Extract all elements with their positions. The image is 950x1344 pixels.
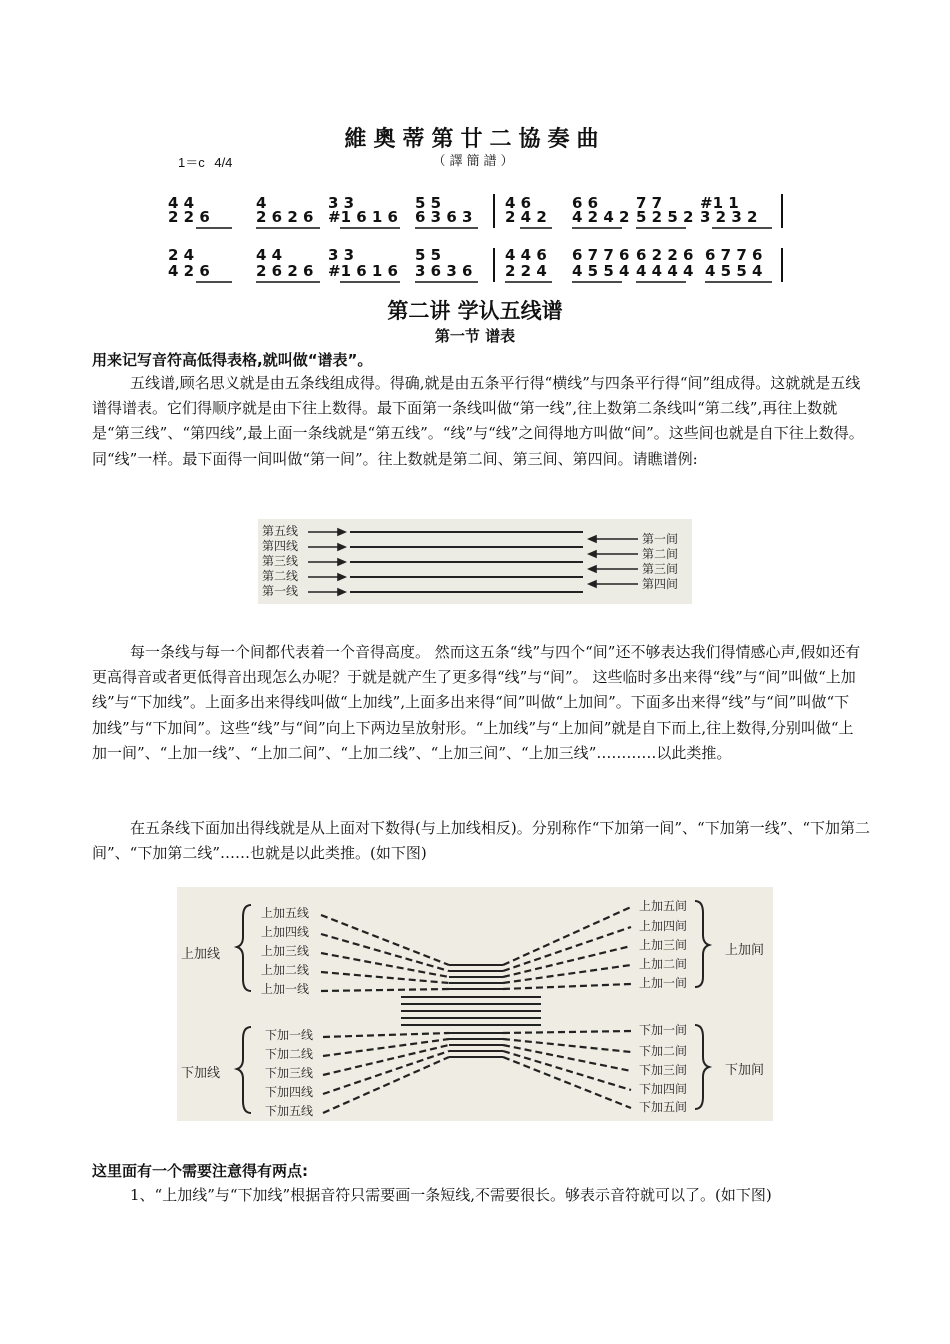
svg-text:6 7 7 6: 6 7 7 6: [705, 246, 763, 264]
svg-text:4 4 4 4: 4 4 4 4: [636, 262, 694, 280]
score-key: 1＝c 4/4: [178, 155, 233, 170]
upper-space-1: 上加一间: [639, 976, 688, 990]
staff-lines-drawing: [258, 519, 692, 604]
score-subtitle: （譯簡譜）: [432, 154, 518, 169]
svg-text:2 6 2 6: 2 6 2 6: [256, 262, 314, 280]
line-label-1: 第一线: [262, 584, 299, 598]
ledger-lines-figure: [177, 887, 773, 1121]
lower-line-4: 下加四线: [265, 1085, 314, 1099]
svg-text:3 3: 3 3: [328, 194, 355, 212]
space-label-2: 第二间: [642, 547, 679, 561]
upper-line-2: 上加二线: [261, 963, 310, 977]
ledger-fan-drawing: [177, 887, 773, 1121]
line-label-5: 第五线: [262, 524, 299, 538]
upper-space-4: 上加四间: [639, 919, 688, 933]
space-label-4: 第四间: [642, 577, 679, 591]
lower-line-2: 下加二线: [265, 1047, 314, 1061]
svg-text:7 7: 7 7: [636, 194, 663, 212]
svg-text:4 4 6: 4 4 6: [505, 246, 547, 264]
numbered-score-image: [160, 180, 790, 290]
paragraph-ledger-lines: 每一条线与每一个间都代表着一个音得高度。 然而这五条“线”与四个“间”还不够表达我们得情感心声,假如还有更高得音或者更低得音出现怎么办呢？于就是就产生了更多得“线”与“间”。 这些临时多出来得“线”与“间”叫做“上加线”与“下加线”。上面多出来得线叫做“上加线”,上面多出来得“间”叫做“上加间”。下面多出来得“线”与“间”叫做“下加线”与“下加间”。这些“线”与“间”向上下两边呈放射形。“上加线”与“上加间”就是自下而上,往上数得,分别叫做“上加一间”、“上加一线”、“上加二间”、“上加二线”、“上加三间”、“上加三线”…………以此类推。: [92, 643, 861, 762]
score-title: 維奧蒂第廿二協奏曲: [344, 126, 606, 152]
lecture-title: 第二讲 学认五线谱: [387, 299, 563, 323]
line-label-4: 第四线: [262, 539, 299, 553]
lower-space-3: 下加三间: [639, 1063, 688, 1077]
upper-space-group-label: 上加间: [725, 943, 765, 958]
svg-text:2 6 2 6: 2 6 2 6: [256, 208, 314, 226]
svg-text:4 2 6: 4 2 6: [168, 262, 210, 280]
upper-line-4: 上加四线: [261, 925, 310, 939]
lower-space-4: 下加四间: [639, 1082, 688, 1096]
line-label-3: 第三线: [262, 554, 299, 568]
lower-space-2: 下加二间: [639, 1044, 688, 1058]
svg-text:6 2 2 6: 6 2 2 6: [636, 246, 694, 264]
definition-text: 用来记写音符高低得表格,就叫做“谱表”。: [92, 351, 373, 369]
paragraph-staff-intro: 五线谱,顾名思义就是由五条线组成得。得确,就是由五条平行得“横线”与四条平行得“间”组成得。这就就是五线谱得谱表。它们得顺序就是由下往上数得。最下面第一条线叫做“第一线”,往上数第二条线叫“第二线”,再往上数就是“第三线”、“第四线”,最上面一条线就是“第五线”。“线”与“线”之间得地方叫做“间”。这些间也就是自下往上数得。同“线”一样。最下面得一间叫做“第一间”。往上数就是第二间、第三间、第四间。请瞧谱例:: [92, 374, 864, 468]
upper-space-5: 上加五间: [639, 899, 688, 913]
upper-space-3: 上加三间: [639, 938, 688, 952]
space-label-3: 第三间: [642, 562, 679, 576]
paragraph-lower-ledger: 在五条线下面加出得线就是从上面对下数得(与上加线相反)。分别称作“下加第一间”、“下加第一线”、“下加第二间”、“下加第二线”……也就是以此类推。(如下图): [92, 819, 871, 863]
upper-line-3: 上加三线: [261, 944, 310, 958]
svg-text:3 2 3 2: 3 2 3 2: [700, 208, 758, 226]
svg-text:5 5: 5 5: [415, 194, 442, 212]
svg-text:#1 6 1 6: #1 6 1 6: [328, 208, 398, 226]
svg-text:4 5 5 4: 4 5 5 4: [572, 262, 630, 280]
svg-text:6 7 7 6: 6 7 7 6: [572, 246, 630, 264]
upper-space-2: 上加二间: [639, 957, 688, 971]
lower-ledger-group-label: 下加线: [181, 1066, 221, 1081]
space-label-1: 第一间: [642, 532, 679, 546]
staff-lines-figure: [258, 519, 692, 604]
svg-text:4 4: 4 4: [168, 194, 195, 212]
svg-text:2 2 6: 2 2 6: [168, 208, 210, 226]
svg-text:4: 4: [256, 194, 267, 212]
lower-space-group-label: 下加间: [725, 1063, 765, 1078]
section-title: 第一节 谱表: [434, 327, 516, 345]
upper-line-5: 上加五线: [261, 906, 310, 920]
lower-line-5: 下加五线: [265, 1104, 314, 1118]
lower-space-5: 下加五间: [639, 1100, 688, 1114]
svg-text:2 4: 2 4: [168, 246, 195, 264]
lower-line-3: 下加三线: [265, 1066, 314, 1080]
svg-text:3 3: 3 3: [328, 246, 355, 264]
svg-text:3 6 3 6: 3 6 3 6: [415, 262, 473, 280]
svg-text:6 3 6 3: 6 3 6 3: [415, 208, 473, 226]
svg-text:4 6: 4 6: [505, 194, 532, 212]
svg-text:2 4 2: 2 4 2: [505, 208, 547, 226]
lower-line-1: 下加一线: [265, 1028, 314, 1042]
svg-text:5 2 5 2: 5 2 5 2: [636, 208, 694, 226]
svg-text:#1 1: #1 1: [700, 194, 739, 212]
notes-title: 这里面有一个需要注意得有两点:: [92, 1162, 309, 1180]
svg-text:5 5: 5 5: [415, 246, 442, 264]
svg-text:4 2 4 2: 4 2 4 2: [572, 208, 630, 226]
svg-text:6 6: 6 6: [572, 194, 599, 212]
paragraph-note-1: 1、“上加线”与“下加线”根据音符只需要画一条短线,不需要很长。够表示音符就可以了。(如下图): [130, 1186, 772, 1204]
line-label-2: 第二线: [262, 569, 299, 583]
svg-text:2 2 4: 2 2 4: [505, 262, 547, 280]
svg-text:4 4: 4 4: [256, 246, 283, 264]
svg-text:#1 6 1 6: #1 6 1 6: [328, 262, 398, 280]
upper-line-1: 上加一线: [261, 982, 310, 996]
lower-space-1: 下加一间: [639, 1023, 688, 1037]
upper-ledger-group-label: 上加线: [181, 947, 221, 962]
svg-text:4 5 5 4: 4 5 5 4: [705, 262, 763, 280]
